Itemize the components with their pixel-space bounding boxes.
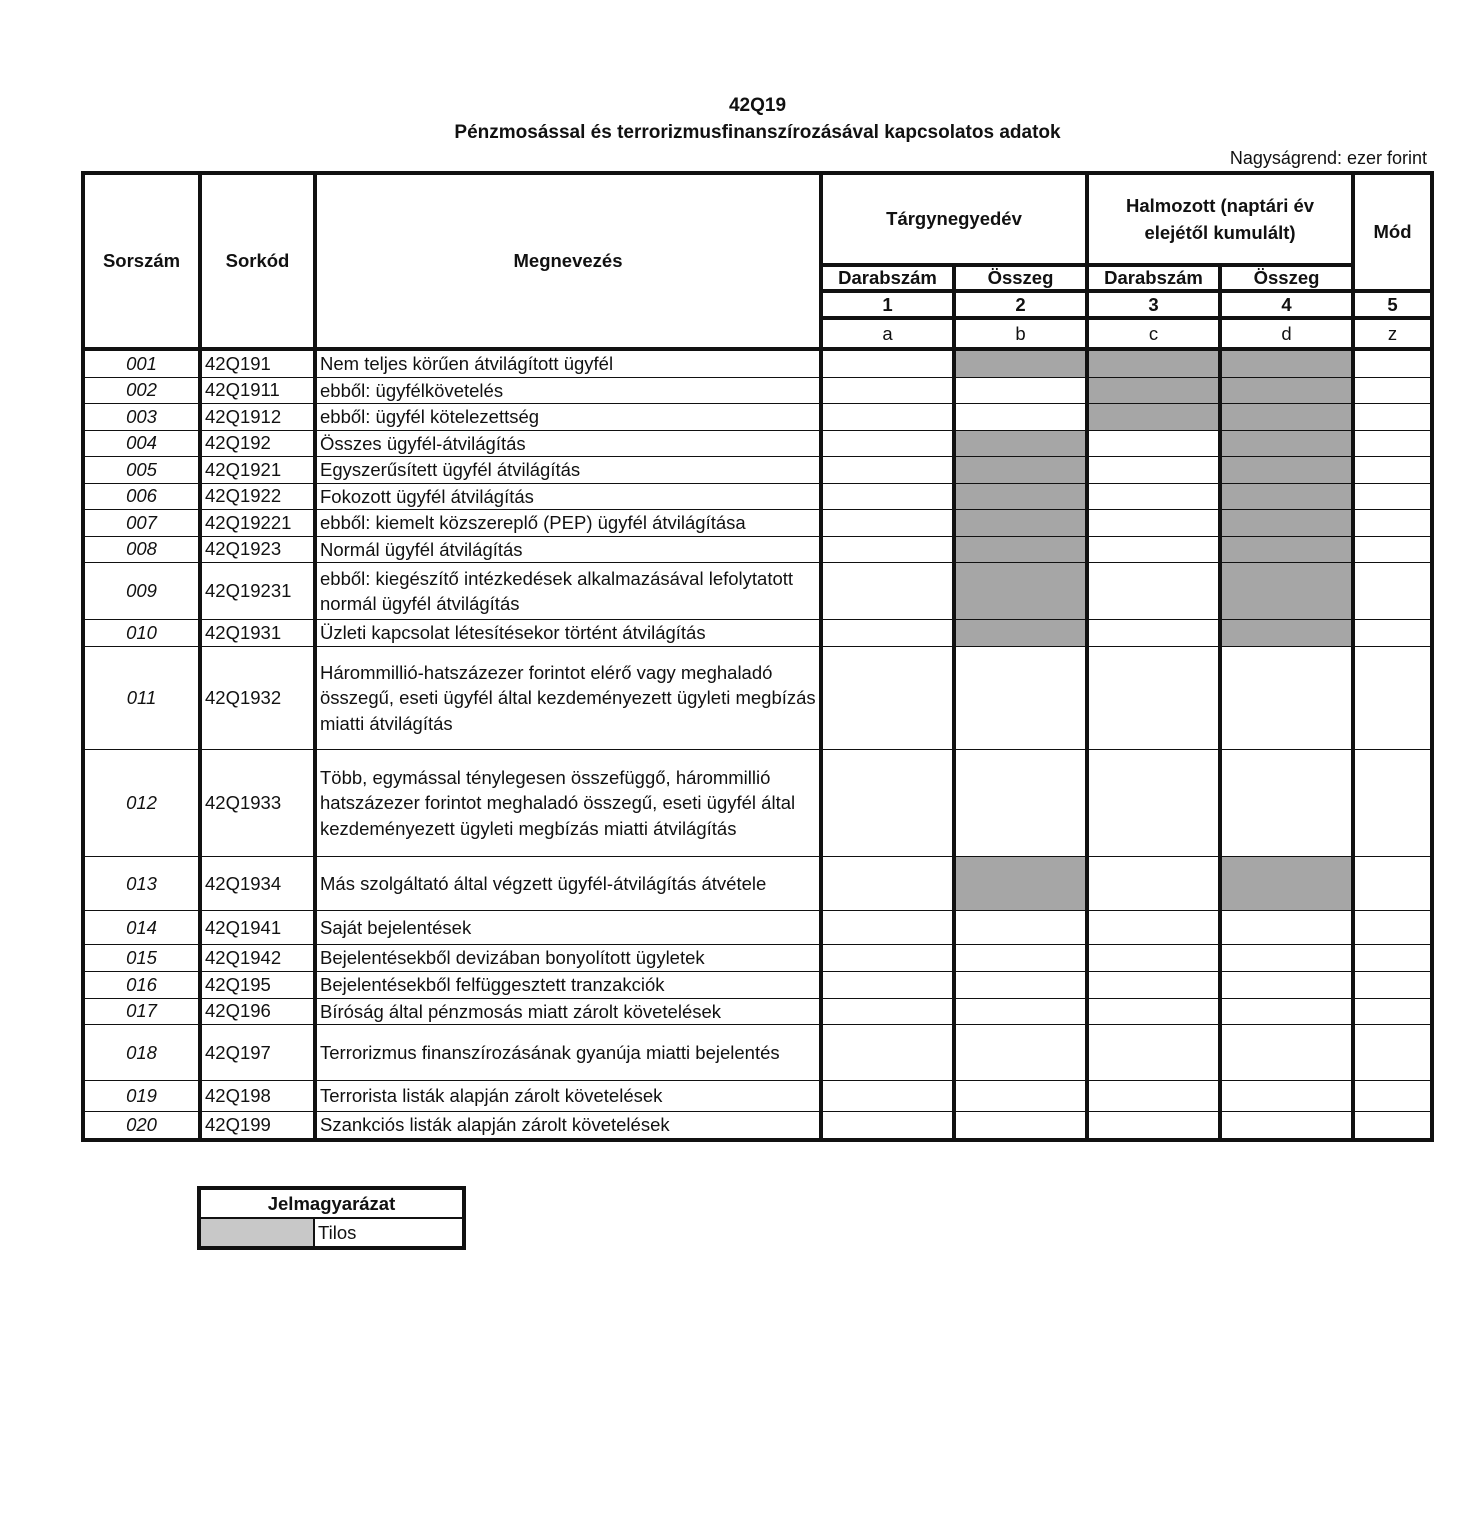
value-cell bbox=[1087, 349, 1220, 377]
table-row bbox=[83, 647, 1432, 750]
row-code: 42Q1911 bbox=[200, 377, 315, 404]
value-cell bbox=[1220, 349, 1353, 377]
legend-title: Jelmagyarázat bbox=[199, 1188, 464, 1218]
row-number: 007 bbox=[83, 510, 200, 537]
value-cell[interactable] bbox=[821, 1025, 954, 1081]
value-cell[interactable] bbox=[821, 945, 954, 972]
row-code: 42Q1941 bbox=[200, 911, 315, 945]
value-cell[interactable] bbox=[821, 563, 954, 620]
legend bbox=[197, 1186, 466, 1250]
value-cell[interactable] bbox=[821, 430, 954, 457]
value-cell[interactable] bbox=[1353, 349, 1432, 377]
data-table bbox=[81, 171, 1434, 1142]
row-code: 42Q1923 bbox=[200, 536, 315, 563]
value-cell bbox=[954, 857, 1087, 911]
row-name: ebből: ügyfélkövetelés bbox=[315, 377, 821, 404]
value-cell bbox=[954, 430, 1087, 457]
col-letter: b bbox=[954, 318, 1087, 349]
value-cell bbox=[1220, 457, 1353, 484]
col-letter: a bbox=[821, 318, 954, 349]
value-cell[interactable] bbox=[1353, 536, 1432, 563]
value-cell[interactable] bbox=[1087, 647, 1220, 750]
value-cell[interactable] bbox=[1353, 647, 1432, 750]
row-number: 020 bbox=[83, 1112, 200, 1140]
row-code: 42Q1921 bbox=[200, 457, 315, 484]
row-name: Terrorizmus finanszírozásának gyanúja miatti bejelentés bbox=[315, 1025, 821, 1081]
value-cell[interactable] bbox=[1353, 563, 1432, 620]
row-code: 42Q1931 bbox=[200, 620, 315, 647]
value-cell[interactable] bbox=[954, 1112, 1087, 1140]
table-body bbox=[83, 349, 1432, 1140]
value-cell[interactable] bbox=[1087, 430, 1220, 457]
value-cell bbox=[1220, 620, 1353, 647]
col-letter: d bbox=[1220, 318, 1353, 349]
row-code: 42Q197 bbox=[200, 1025, 315, 1081]
value-cell[interactable] bbox=[821, 1081, 954, 1112]
row-number: 016 bbox=[83, 972, 200, 999]
row-code: 42Q1912 bbox=[200, 404, 315, 431]
value-cell[interactable] bbox=[1353, 911, 1432, 945]
row-name: Fokozott ügyfél átvilágítás bbox=[315, 483, 821, 510]
value-cell[interactable] bbox=[954, 972, 1087, 999]
col-group-halmozott: Halmozott (naptári év elejétől kumulált) bbox=[1087, 173, 1353, 265]
table-row bbox=[83, 430, 1432, 457]
value-cell[interactable] bbox=[1087, 1081, 1220, 1112]
value-cell bbox=[954, 483, 1087, 510]
row-code: 42Q199 bbox=[200, 1112, 315, 1140]
value-cell bbox=[1087, 377, 1220, 404]
value-cell[interactable] bbox=[1353, 377, 1432, 404]
value-cell[interactable] bbox=[1353, 1112, 1432, 1140]
legend-label-forbidden: Tilos bbox=[314, 1218, 464, 1248]
value-cell[interactable] bbox=[821, 457, 954, 484]
value-cell[interactable] bbox=[1353, 430, 1432, 457]
row-number: 002 bbox=[83, 377, 200, 404]
value-cell bbox=[954, 457, 1087, 484]
value-cell bbox=[1220, 377, 1353, 404]
row-code: 42Q19221 bbox=[200, 510, 315, 537]
value-cell[interactable] bbox=[1087, 536, 1220, 563]
value-cell[interactable] bbox=[1087, 998, 1220, 1025]
value-cell[interactable] bbox=[1220, 1025, 1353, 1081]
row-name: Bejelentésekből devizában bonyolított ügyletek bbox=[315, 945, 821, 972]
value-cell[interactable] bbox=[1087, 857, 1220, 911]
value-cell[interactable] bbox=[1353, 1081, 1432, 1112]
row-name: Más szolgáltató által végzett ügyfél-átvilágítás átvétele bbox=[315, 857, 821, 911]
row-name: Üzleti kapcsolat létesítésekor történt átvilágítás bbox=[315, 620, 821, 647]
value-cell[interactable] bbox=[1220, 647, 1353, 750]
value-cell bbox=[954, 510, 1087, 537]
value-cell bbox=[1220, 563, 1353, 620]
row-number: 003 bbox=[83, 404, 200, 431]
value-cell[interactable] bbox=[1087, 1025, 1220, 1081]
legend-swatch-forbidden bbox=[199, 1218, 314, 1248]
col-number: 3 bbox=[1087, 291, 1220, 318]
row-code: 42Q191 bbox=[200, 349, 315, 377]
table-row bbox=[83, 457, 1432, 484]
value-cell[interactable] bbox=[821, 1112, 954, 1140]
row-number: 012 bbox=[83, 750, 200, 857]
row-number: 008 bbox=[83, 536, 200, 563]
value-cell bbox=[1220, 483, 1353, 510]
table-row bbox=[83, 1025, 1432, 1081]
col-sub-osszeg-1: Összeg bbox=[954, 265, 1087, 291]
value-cell[interactable] bbox=[954, 1025, 1087, 1081]
value-cell[interactable] bbox=[1087, 911, 1220, 945]
value-cell[interactable] bbox=[1087, 483, 1220, 510]
value-cell[interactable] bbox=[1353, 750, 1432, 857]
value-cell bbox=[1220, 430, 1353, 457]
value-cell[interactable] bbox=[1353, 972, 1432, 999]
col-sub-darabszam-1: Darabszám bbox=[821, 265, 954, 291]
value-cell[interactable] bbox=[821, 620, 954, 647]
value-cell[interactable] bbox=[1353, 457, 1432, 484]
value-cell[interactable] bbox=[1087, 563, 1220, 620]
row-number: 015 bbox=[83, 945, 200, 972]
value-cell bbox=[1220, 404, 1353, 431]
row-number: 019 bbox=[83, 1081, 200, 1112]
value-cell[interactable] bbox=[1087, 750, 1220, 857]
value-cell bbox=[1087, 404, 1220, 431]
value-cell[interactable] bbox=[821, 483, 954, 510]
col-group-targynegyedev: Tárgynegyedév bbox=[821, 173, 1087, 265]
value-cell[interactable] bbox=[1220, 1112, 1353, 1140]
row-name: Összes ügyfél-átvilágítás bbox=[315, 430, 821, 457]
value-cell[interactable] bbox=[821, 998, 954, 1025]
value-cell[interactable] bbox=[1087, 457, 1220, 484]
value-cell[interactable] bbox=[1353, 483, 1432, 510]
value-cell[interactable] bbox=[1220, 972, 1353, 999]
report-code: 42Q19 bbox=[728, 95, 787, 116]
value-cell[interactable] bbox=[1087, 1112, 1220, 1140]
row-name: Bejelentésekből felfüggesztett tranzakciók bbox=[315, 972, 821, 999]
value-cell[interactable] bbox=[1353, 510, 1432, 537]
table-row bbox=[83, 857, 1432, 911]
row-name: Nem teljes körűen átvilágított ügyfél bbox=[315, 349, 821, 377]
value-cell[interactable] bbox=[821, 750, 954, 857]
value-cell[interactable] bbox=[1353, 404, 1432, 431]
table-row bbox=[83, 1081, 1432, 1112]
table-row bbox=[83, 483, 1432, 510]
col-number: 4 bbox=[1220, 291, 1353, 318]
row-name: Szankciós listák alapján zárolt követelések bbox=[315, 1112, 821, 1140]
row-name: ebből: kiemelt közszereplő (PEP) ügyfél átvilágítása bbox=[315, 510, 821, 537]
row-code: 42Q1922 bbox=[200, 483, 315, 510]
value-cell[interactable] bbox=[954, 998, 1087, 1025]
row-name: ebből: kiegészítő intézkedések alkalmazásával lefolytatott normál ügyfél átvilágítás bbox=[315, 563, 821, 620]
row-code: 42Q19231 bbox=[200, 563, 315, 620]
value-cell bbox=[954, 620, 1087, 647]
table-row bbox=[83, 998, 1432, 1025]
row-code: 42Q198 bbox=[200, 1081, 315, 1112]
value-cell bbox=[1220, 857, 1353, 911]
value-cell[interactable] bbox=[954, 1081, 1087, 1112]
row-name: Normál ügyfél átvilágítás bbox=[315, 536, 821, 563]
value-cell[interactable] bbox=[954, 404, 1087, 431]
value-cell[interactable] bbox=[954, 377, 1087, 404]
table-row bbox=[83, 377, 1432, 404]
col-sub-darabszam-2: Darabszám bbox=[1087, 265, 1220, 291]
row-code: 42Q196 bbox=[200, 998, 315, 1025]
row-name: ebből: ügyfél kötelezettség bbox=[315, 404, 821, 431]
row-number: 018 bbox=[83, 1025, 200, 1081]
value-cell[interactable] bbox=[821, 510, 954, 537]
col-header-sorkod: Sorkód bbox=[200, 173, 315, 349]
row-name: Egyszerűsített ügyfél átvilágítás bbox=[315, 457, 821, 484]
row-number: 001 bbox=[83, 349, 200, 377]
row-code: 42Q195 bbox=[200, 972, 315, 999]
value-cell[interactable] bbox=[821, 536, 954, 563]
value-cell[interactable] bbox=[954, 750, 1087, 857]
unit-note: Nagyságrend: ezer forint bbox=[1229, 148, 1427, 168]
table-row bbox=[83, 1112, 1432, 1140]
value-cell[interactable] bbox=[821, 972, 954, 999]
row-code: 42Q1934 bbox=[200, 857, 315, 911]
row-number: 017 bbox=[83, 998, 200, 1025]
value-cell[interactable] bbox=[821, 404, 954, 431]
row-number: 011 bbox=[83, 647, 200, 750]
value-cell[interactable] bbox=[1087, 972, 1220, 999]
col-header-megnevezes: Megnevezés bbox=[315, 173, 821, 349]
col-number: 1 bbox=[821, 291, 954, 318]
value-cell bbox=[954, 349, 1087, 377]
row-number: 009 bbox=[83, 563, 200, 620]
value-cell[interactable] bbox=[1353, 620, 1432, 647]
row-number: 005 bbox=[83, 457, 200, 484]
value-cell[interactable] bbox=[1353, 857, 1432, 911]
value-cell bbox=[954, 536, 1087, 563]
value-cell[interactable] bbox=[821, 911, 954, 945]
value-cell[interactable] bbox=[1087, 510, 1220, 537]
value-cell[interactable] bbox=[1353, 1025, 1432, 1081]
value-cell[interactable] bbox=[954, 911, 1087, 945]
row-number: 006 bbox=[83, 483, 200, 510]
row-number: 010 bbox=[83, 620, 200, 647]
table-row bbox=[83, 510, 1432, 537]
row-number: 004 bbox=[83, 430, 200, 457]
report-title: Pénzmosással és terrorizmusfinanszírozásával kapcsolatos adatok bbox=[454, 122, 1061, 143]
value-cell[interactable] bbox=[954, 647, 1087, 750]
col-header-sorszam: Sorszám bbox=[83, 173, 200, 349]
col-letter: z bbox=[1353, 318, 1432, 349]
value-cell bbox=[1220, 510, 1353, 537]
value-cell[interactable] bbox=[1220, 911, 1353, 945]
row-code: 42Q1933 bbox=[200, 750, 315, 857]
value-cell[interactable] bbox=[1353, 945, 1432, 972]
row-name: Terrorista listák alapján zárolt követelések bbox=[315, 1081, 821, 1112]
table-row bbox=[83, 404, 1432, 431]
value-cell[interactable] bbox=[821, 349, 954, 377]
value-cell[interactable] bbox=[1353, 998, 1432, 1025]
col-number: 5 bbox=[1353, 291, 1432, 318]
col-letter: c bbox=[1087, 318, 1220, 349]
value-cell[interactable] bbox=[1087, 945, 1220, 972]
row-name: Hárommillió-hatszázezer forintot elérő vagy meghaladó összegű, eseti ügyfél által kezdeményezett ügyleti megbízás miatti átvilágítás bbox=[315, 647, 821, 750]
row-number: 014 bbox=[83, 911, 200, 945]
row-code: 42Q1932 bbox=[200, 647, 315, 750]
value-cell[interactable] bbox=[821, 647, 954, 750]
value-cell bbox=[1220, 536, 1353, 563]
row-number: 013 bbox=[83, 857, 200, 911]
table-row bbox=[83, 620, 1432, 647]
col-header-mod: Mód bbox=[1353, 173, 1432, 291]
row-name: Több, egymással ténylegesen összefüggő, hárommillió hatszázezer forintot meghaladó összegű, eseti ügyfél által kezdeményezett ügyleti megbízás miatti átvilágítás bbox=[315, 750, 821, 857]
value-cell[interactable] bbox=[1220, 998, 1353, 1025]
row-name: Saját bejelentések bbox=[315, 911, 821, 945]
row-name: Bíróság által pénzmosás miatt zárolt követelések bbox=[315, 998, 821, 1025]
row-code: 42Q192 bbox=[200, 430, 315, 457]
col-sub-osszeg-2: Összeg bbox=[1220, 265, 1353, 291]
table-row bbox=[83, 945, 1432, 972]
col-number: 2 bbox=[954, 291, 1087, 318]
value-cell[interactable] bbox=[1220, 1081, 1353, 1112]
table-row bbox=[83, 349, 1432, 377]
value-cell[interactable] bbox=[1087, 620, 1220, 647]
value-cell[interactable] bbox=[1220, 945, 1353, 972]
table-row bbox=[83, 536, 1432, 563]
value-cell[interactable] bbox=[821, 857, 954, 911]
value-cell[interactable] bbox=[954, 945, 1087, 972]
table-row bbox=[83, 911, 1432, 945]
table-row bbox=[83, 750, 1432, 857]
table-row bbox=[83, 563, 1432, 620]
value-cell[interactable] bbox=[821, 377, 954, 404]
row-code: 42Q1942 bbox=[200, 945, 315, 972]
table-row bbox=[83, 972, 1432, 999]
value-cell bbox=[954, 563, 1087, 620]
value-cell[interactable] bbox=[1220, 750, 1353, 857]
